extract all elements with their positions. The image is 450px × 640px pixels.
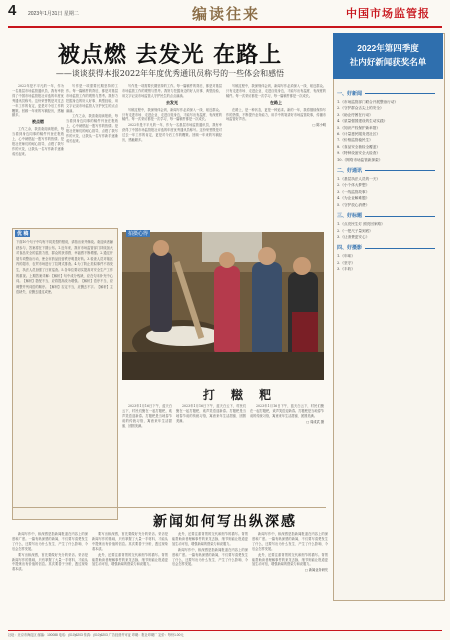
award-entry: 1.《点亮民生灯 照亮回家路》 — [337, 222, 385, 227]
award-section-heading: 一、好新闻 — [337, 90, 439, 97]
article-subhead-kindled: 被点燃 — [32, 119, 44, 125]
award-entry: 1.《市场监管部门联合开展整治行动》 — [337, 100, 398, 104]
article2-paragraph: 新闻写作中，纵深感是指新闻报道在内容上的深度和广度。一篇有纵深感的新闻，不仅要写清楚发生了什么，还要写出为什么发生、产生了什么影响、今后会怎样发展。 — [172, 547, 248, 567]
article2-paragraph: 此外，还要注重背景的交代和细节的描写。背景能帮助读者理解事件的来龙去脉，细节则能让报道更加生动可信，增强新闻的感染力和说服力。 — [252, 552, 328, 567]
article2-column-2 — [92, 532, 168, 627]
photo-image — [122, 232, 324, 380]
award-entry: 4.《为企业解难题》 — [337, 196, 370, 201]
article-paragraph: 2022年是不平凡的一年，作为一名基层市场监管通讯员，我有幸获得了中国市场监管报社评选的年度优秀通讯员称号。这份荣誉既是对过去一年工作的肯定，更是对今后工作的鞭策。回顾一年来的写稿经历，感触颇多。 — [122, 123, 222, 143]
article2-byline: □ 新闻业务研究 — [304, 568, 328, 573]
page-footer: 社址：北京市海淀区 邮编：100088 电话：(010)6203 传真：(010)6203 广告经营许可证 印刷：报社印刷厂 定价：每份1.00元 — [8, 630, 442, 637]
article2-divider — [12, 507, 326, 508]
article-subhead: ——谈谈获得本报2022年年度优秀通讯员称号的一些体会和感悟 — [55, 69, 285, 78]
article-paragraph: 工作之余，我喜欢阅读报纸，每当看到身边同事的稿件刊登在报纸上，心中就燃起一股写作的热情。是报社老师们的耐心指导，点燃了我写作的火花，让我从一名写作新手逐渐成长起来。 — [66, 114, 118, 143]
article2-paragraph: 要写出纵深感，首先要做好充分的采访。采访是新闻写作的基础，只有掌握了大量一手材料，才能从中提炼出有价值的信息。其次要善于分析，透过现象看本质。 — [92, 532, 168, 551]
article-paragraph: 2022年是不平凡的一年，作为一名基层市场监管通讯员，我有幸获得了中国市场监管报社评选的年度优秀通讯员称号。这份荣誉既是对过去一年工作的肯定，更是对今后工作的鞭策。回顾一年来的写稿经历，感触颇多。 — [12, 84, 64, 118]
article2-headline: 新闻如何写出纵深感 — [153, 514, 297, 530]
article-paragraph: 写作是一项需要长期坚持的工作。每一篇稿件的背后，都是对基层市场监管工作的观察与思考。我努力挖掘身边的好人好事、典型经验，用文字记录市场监管人守护民生的点点滴滴。 — [122, 84, 222, 98]
award-entry: 7.《价格监管稳民生》 — [337, 138, 373, 143]
article2-paragraph: 要写出纵深感，首先要做好充分的采访。采访是新闻写作的基础，只有掌握了大量一手材料，才能从中提炼出有价值的信息。其次要善于分析，透过现象看本质。 — [12, 552, 88, 572]
award-entry: 3.《助企纾困在行动》 — [337, 112, 373, 117]
award-entry: 4.《质量强国建设的生动实践》 — [337, 119, 388, 124]
award-entry: 2.《守护群众舌尖上的安全》 — [337, 106, 384, 111]
award-entry: 2.《小个体大梦想》 — [337, 183, 370, 188]
article2-paragraph: 新闻写作中，纵深感是指新闻报道在内容上的深度和广度。一篇有纵深感的新闻，不仅要写清楚发生了什么，还要写出为什么发生、产生了什么影响、今后会怎样发展。 — [252, 532, 328, 551]
article-column-4 — [226, 84, 326, 224]
article-paragraph: 写作是一项需要长期坚持的工作。每一篇稿件的背后，都是对基层市场监管工作的观察与思考。我努力挖掘身边的好人好事、典型经验，用文字记录市场监管人守护民生的点点滴滴。 — [66, 84, 118, 113]
article2-column-3 — [172, 532, 248, 627]
article2-column-1 — [12, 532, 88, 627]
award-entry: 9.《特种设备安全大检查》 — [337, 151, 380, 156]
article-subhead-shine: 去发光 — [166, 99, 178, 105]
issue-date: 2023年1月31日 星期二 — [28, 11, 79, 17]
masthead-rule — [8, 26, 442, 28]
award-section-heading: 三、好标题 — [337, 212, 439, 219]
photo-section-tag: 拍摄心得 — [128, 231, 149, 237]
award-entry: 5.《知识产权保护新举措》 — [337, 125, 380, 130]
award-list — [337, 86, 439, 596]
award-section-heading: 二、好通讯 — [337, 167, 439, 174]
photo-caption-column-1 — [122, 404, 172, 504]
article-paragraph: 在路上，是一种状态，更是一种追求。新的一年，我将继续保持写作的热情，不断提升业务能力，用手中的笔讲好市场监管故事，传播市场监管好声音。 — [226, 107, 326, 122]
photo-caption-column-2 — [176, 404, 246, 504]
award-sidebar-title-line1: 2022年第四季度 — [357, 43, 419, 53]
news-photo — [122, 232, 324, 380]
photo-title: 打 糍 粑 — [202, 388, 278, 402]
article2-paragraph: 此外，还要注重背景的交代和细节的描写。背景能帮助读者理解事件的来龙去脉，细节则能让报道更加生动可信，增强新闻的感染力和说服力。 — [172, 532, 248, 546]
award-section-heading: 四、好摄影 — [337, 244, 439, 251]
award-entry: 8.《食品安全抽检全覆盖》 — [337, 144, 380, 149]
article-column-3 — [122, 84, 222, 224]
photo-caption-column-3 — [250, 404, 324, 504]
article-column-2 — [66, 84, 118, 224]
quiz-box-tag: 优 稿 — [17, 231, 29, 237]
quiz-box-body: 下面10个句子中均有不同类型的错误，请指出来并修改。欢迎读者踊跃参与，答案将在下期公布。1.近年来，我市市场监管部门持续加大对食品安全的监管力度，群众的获得感、幸福感不断增强。2.通过开展专项整治行动，使全市药品经营秩序明显好转。3.检查人员对辖区内的超市、农贸市场进行了拉网式排查。4.为了防止类似事件不再发生，执法人员加强了日常巡查。5.各单位要切实提高对安全生产工作的重视。上期答案详解：【解析】句中成分残缺，应在句末补充中心词。【解析】搭配不当，应将提高改为增强。【解析】语序不当，应调整并列词语的顺序。【解析】否定不当，应删去不字。【解析】主语缺失，应删去通过或使。 — [16, 240, 113, 295]
award-entry: 6.《计量惠民服务进社区》 — [337, 132, 380, 137]
award-entry: 3.《让消费更安心》 — [337, 234, 370, 239]
article-column-1 — [12, 84, 64, 224]
article-paragraph: 工作之余，我喜欢阅读报纸，每当看到身边同事的稿件刊登在报纸上，心中就燃起一股写作的热情。是报社老师们的耐心指导，点燃了我写作的火花，让我从一名写作新手逐渐成长起来。 — [12, 127, 64, 156]
photo-caption-repeat: 2023年1月16日下午，蓝天白云下，村民们聚在一起打糍粑，欢声笑语迎新春。打糍粑是当地春节前的传统习俗，寓意来年生活甜蜜、团圆美满。 — [250, 404, 324, 418]
award-entry: 1.《基层执法人员的一天》 — [337, 177, 380, 182]
photo-credit: □ 周成武 摄 — [306, 419, 324, 424]
section-title: 编读往来 — [192, 5, 261, 23]
award-entry: 5.《守护放心消费》 — [337, 202, 370, 207]
award-entry: 3.《一线监管故事》 — [337, 189, 370, 194]
page-number: 4 — [8, 2, 17, 19]
article2-paragraph: 新闻写作中，纵深感是指新闻报道在内容上的深度和广度。一篇有纵深感的新闻，不仅要写清楚发生了什么，还要写出为什么发生、产生了什么影响、今后会怎样发展。 — [12, 532, 88, 551]
article-paragraph: 写稿过程中，我深刻体会到，新闻写作必须深入一线、贴近群众。只有走进市场、走进企业、走进百姓身边，才能写出有温度、有深度的稿件。每一次采访都是一次学习，每一篇稿件都是一次成长。 — [122, 107, 222, 122]
award-entry: 10.《网络市场监管新探索》 — [337, 157, 383, 162]
award-sidebar-title-line2: 社内好新闻获奖名单 — [349, 57, 427, 67]
article-headline: 被点燃 去发光 在路上 — [57, 42, 283, 68]
article-paragraph: 写稿过程中，我深刻体会到，新闻写作必须深入一线、贴近群众。只有走进市场、走进企业、走进百姓身边，才能写出有温度、有深度的稿件。每一次采访都是一次学习，每一篇稿件都是一次成长。 — [226, 84, 326, 98]
article2-paragraph: 此外，还要注重背景的交代和细节的描写。背景能帮助读者理解事件的来龙去脉，细节则能让报道更加生动可信，增强新闻的感染力和说服力。 — [92, 552, 168, 567]
award-entry: 3.《丰收》 — [337, 267, 355, 272]
photo-caption: 2023年1月16日下午，蓝天白云下，村民们聚在一起打糍粑，欢声笑语迎新春。打糍粑是当地春节前的传统习俗，寓意来年生活甜蜜、团圆美满。 — [122, 404, 172, 428]
article2-column-4 — [252, 532, 328, 627]
article-byline: □ 陈小明 — [312, 123, 326, 128]
award-entry: 2.《一把尺子量到底》 — [337, 228, 373, 233]
photo-caption-repeat: 2023年1月16日下午，蓝天白云下，村民们聚在一起打糍粑，欢声笑语迎新春。打糍粑是当地春节前的传统习俗，寓意来年生活甜蜜、团圆美满。 — [176, 404, 246, 423]
article-subhead-road: 在路上 — [270, 99, 282, 105]
award-entry: 1.《年味》 — [337, 254, 355, 259]
award-entry: 2.《坚守》 — [337, 260, 355, 265]
newspaper-brand: 中国市场监管报 — [346, 8, 430, 20]
